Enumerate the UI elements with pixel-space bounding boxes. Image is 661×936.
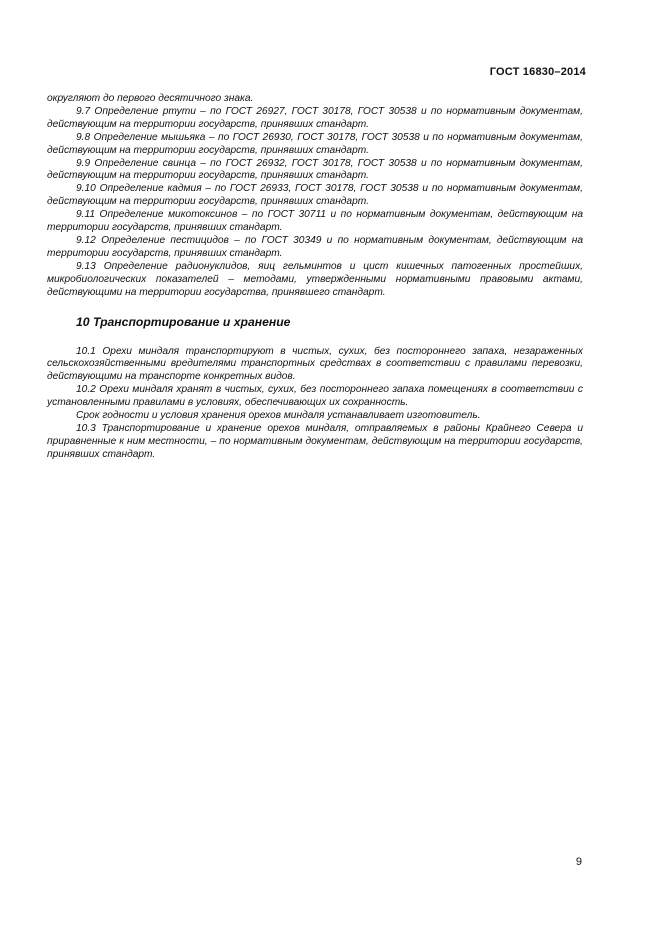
document-code: ГОСТ 16830–2014 xyxy=(489,66,586,78)
document-body xyxy=(47,93,583,462)
page-number: 9 xyxy=(575,856,582,868)
paragraph-9-7: 9.7 Определение ртути – по ГОСТ 26927, ГОСТ 30178, ГОСТ 30538 и по нормативным документам, действующим на территории государств, принявших стандарт. xyxy=(47,105,583,130)
paragraph-9-11: 9.11 Определение микотоксинов – по ГОСТ 30711 и по нормативным документам, действующим на территории государств, принявших стандарт. xyxy=(47,209,583,234)
paragraph-9-10: 9.10 Определение кадмия – по ГОСТ 26933, ГОСТ 30178, ГОСТ 30538 и по нормативным документам, действующим на территории государств, принявших стандарт. xyxy=(47,183,583,208)
paragraph-10-3: 10.3 Транспортирование и хранение орехов миндаля, отправляемых в районы Крайнего Севера и приравненные к ним местности, – по нормативным документам, действующим на территории государств, принявших стандарт. xyxy=(47,422,583,460)
paragraph-9-13: 9.13 Определение радионуклидов, яиц гельминтов и цист кишечных патогенных простейших, микробиологических показателей – методами, утвержденными нормативными правовыми актами, действующими на территории государства, принявшего стандарт. xyxy=(47,260,583,298)
paragraph-shelf-life: Срок годности и условия хранения орехов миндаля устанавливает изготовитель. xyxy=(76,410,481,422)
paragraph-9-8: 9.8 Определение мышьяка – по ГОСТ 26930, ГОСТ 30178, ГОСТ 30538 и по нормативным документам, действующим на территории государств, принявших стандарт. xyxy=(47,131,583,156)
paragraph-9-12: 9.12 Определение пестицидов – по ГОСТ 30349 и по нормативным документам, действующим на территории государств, принявших стандарт. xyxy=(47,234,583,259)
section-10-title: 10 Транспортирование и хранение xyxy=(76,314,291,329)
paragraph-10-1: 10.1 Орехи миндаля транспортируют в чистых, сухих, без постороннего запаха, незараженных сельскохозяйственными вредителями транспортных средствах в соответствии с правилами перевозки, действующими на транспорте конкретных видов. xyxy=(47,345,583,383)
paragraph-9-9: 9.9 Определение свинца – по ГОСТ 26932, ГОСТ 30178, ГОСТ 30538 и по нормативным документам, действующим на территории государств, принявших стандарт. xyxy=(47,157,583,182)
paragraph-10-2: 10.2 Орехи миндаля хранят в чистых, сухих, без постороннего запаха помещениях в соответствии с установленными правилами в условиях, обеспечивающих их сохранность. xyxy=(47,384,583,409)
paragraph-continuation: округляют до первого десятичного знака. xyxy=(47,93,254,104)
